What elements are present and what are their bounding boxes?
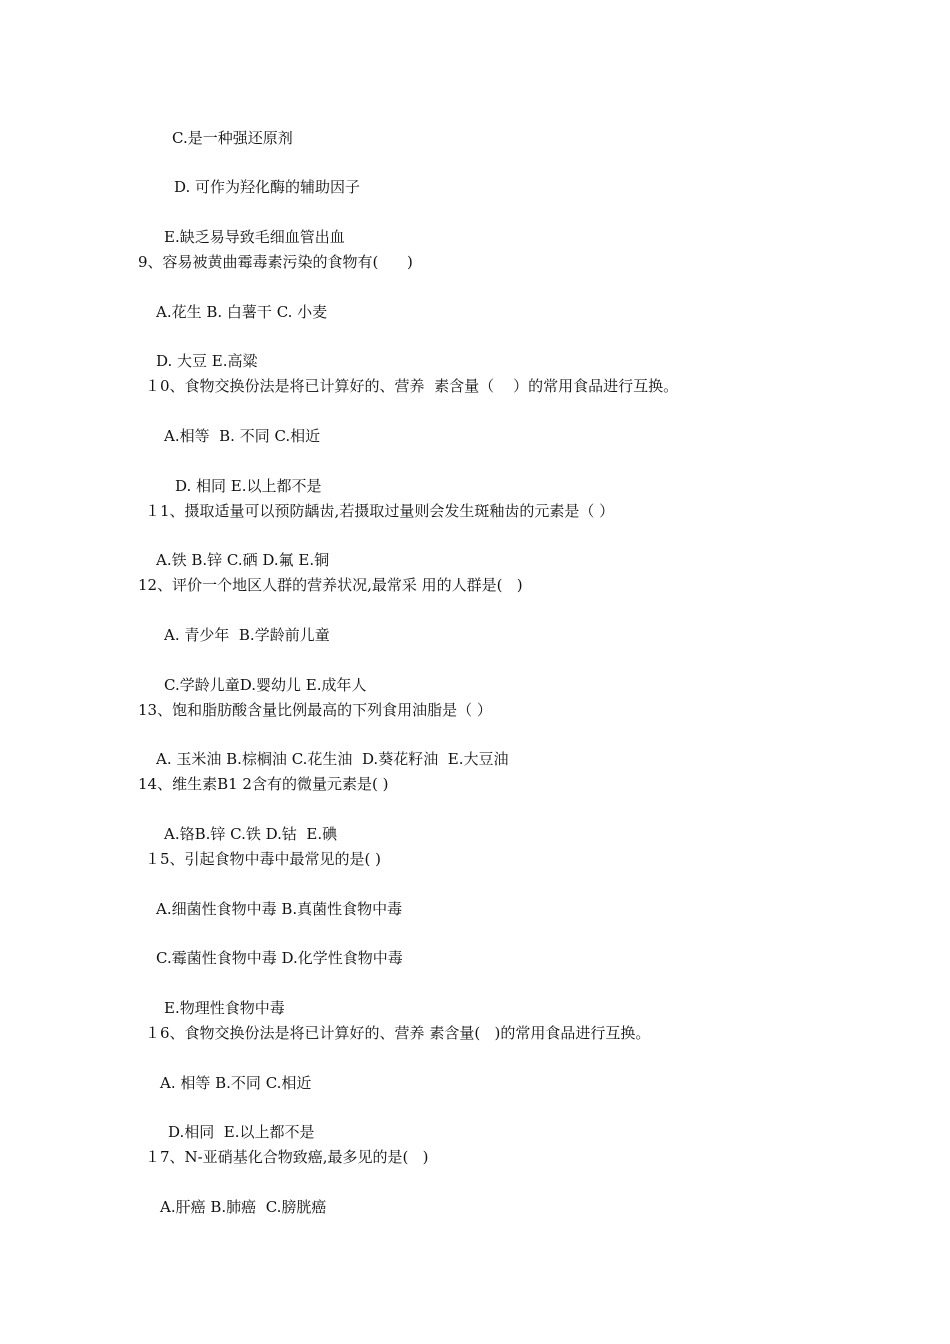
question-9-options-a-c: A.花生 B. 白薯干 C. 小麦 [156,303,328,321]
question-13: 13、饱和脂肪酸含量比例最高的下列食用油脂是（ ） [138,701,492,719]
question-14-options: A.铬B.锌 C.铁 D.钴 E.碘 [164,825,338,843]
question-14: 14、维生素B1 2含有的微量元素是( ) [138,775,389,793]
option-line-e: E.缺乏易导致毛细血管出血 [164,228,345,246]
question-15-option-e: E.物理性食物中毒 [164,999,285,1017]
question-16: １6、食物交换份法是将已计算好的、营养 素含量( )的常用食品进行互换。 [145,1024,651,1042]
question-9-options-d-e: D. 大豆 E.高粱 [156,352,258,370]
question-11: １1、摄取适量可以预防龋齿,若摄取过量则会发生斑釉齿的元素是（ ） [145,502,615,520]
question-17: １7、N-亚硝基化合物致癌,最多见的是( ) [145,1148,429,1166]
question-10-options-a-c: A.相等 B. 不同 C.相近 [164,427,321,445]
question-12-options-a-b: A. 青少年 B.学龄前儿童 [164,626,330,644]
question-15: １5、引起食物中毒中最常见的是( ) [145,850,382,868]
question-10: １0、食物交换份法是将已计算好的、营养 素含量（ ）的常用食品进行互换。 [145,377,679,395]
question-11-options: A.铁 B.锌 C.硒 D.氟 E.铜 [156,551,330,569]
question-17-options: A.肝癌 B.肺癌 C.膀胱癌 [160,1198,327,1216]
option-line-c: C.是一种强还原剂 [172,129,293,147]
question-10-options-d-e: D. 相同 E.以上都不是 [175,477,322,495]
option-line-d: D. 可作为羟化酶的辅助因子 [174,178,361,196]
question-13-options: A. 玉米油 B.棕榈油 C.花生油 D.葵花籽油 E.大豆油 [156,750,509,768]
question-9: 9、容易被黄曲霉毒素污染的食物有( ) [138,253,413,271]
question-12: 12、评价一个地区人群的营养状况,最常采 用的人群是( ) [138,576,523,594]
question-16-options-a-c: A. 相等 B.不同 C.相近 [160,1074,312,1092]
question-15-options-a-b: A.细菌性食物中毒 B.真菌性食物中毒 [156,900,403,918]
question-15-options-c-d: C.霉菌性食物中毒 D.化学性食物中毒 [156,949,403,967]
question-12-options-c-e: C.学龄儿童D.婴幼儿 E.成年人 [164,676,367,694]
question-16-options-d-e: D.相同 E.以上都不是 [168,1123,315,1141]
